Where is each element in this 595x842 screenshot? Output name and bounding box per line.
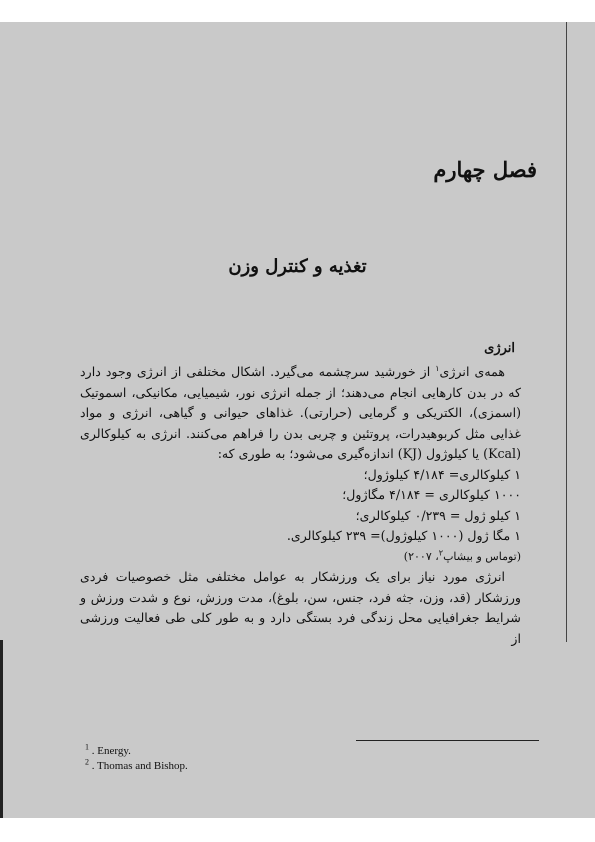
paragraph-1 — [80, 362, 521, 465]
equation-4: ۱ مگا ژول (۱۰۰۰ کیلوژول)= ۲۳۹ کیلوکالری. — [286, 528, 521, 543]
footnote-2-text: . Thomas and Bishop. — [91, 760, 188, 772]
section-heading: انرژی — [484, 341, 515, 356]
footnote-ref-2: ۲ — [438, 547, 444, 557]
chapter-heading: فصل چهارم — [433, 157, 537, 182]
footnote-ref-1: ۱ — [435, 363, 440, 373]
footnote-1-text: . Energy. — [91, 745, 131, 757]
footnote-2 — [85, 759, 188, 774]
footnote-1-number: 1 — [85, 742, 89, 752]
equation-2: ۱۰۰۰ کیلوکالری = ۴/۱۸۴ مگاژول؛ — [342, 487, 521, 502]
footnotes — [85, 744, 188, 774]
citation-authors: (توماس و بیشاپ — [443, 549, 521, 563]
body-text — [80, 362, 521, 649]
page-title: تغذیه و کنترل وزن — [228, 256, 367, 277]
page-edge-right — [566, 22, 567, 642]
paragraph-1-rest: از خورشید سرچشمه می‌گیرد. اشکال مختلفی از انرژی وجود دارد که در بدن کارهایی انجام می‌دهند؛ از جمله انرژی نور، شیمیایی، مکانیکی، اسموتیک (اسمزی)، الکتریکی و گرمایی (حرارتی). غذاهای حیوانی و گیاهی، انرژی و مواد غذایی مثل کربوهیدرات، پروتئین و چربی بدن را فراهم می‌کنند. انرژی به کیلوکالری (Kcal) یا کیلوژول (KJ) اندازه‌گیری می‌شود؛ به طوری که: — [80, 364, 521, 461]
equation-1: ۱ کیلوکالری= ۴/۱۸۴ کیلوژول؛ — [363, 466, 521, 482]
equation-3: ۱ کیلو ژول = ۰/۲۳۹ کیلوکالری؛ — [355, 507, 521, 523]
citation — [80, 547, 521, 568]
paragraph-1-start: همه‌ی انرژی — [439, 364, 505, 379]
footnote-2-number: 2 — [85, 757, 89, 767]
footnote-1 — [85, 744, 188, 759]
citation-year: ، ۲۰۰۷) — [403, 549, 439, 563]
footnote-separator — [356, 740, 539, 741]
paragraph-2: انرژی مورد نیاز برای یک ورزشکار به عوامل مختلفی مثل خصوصیات فردی ورزشکار (قد، وزن، جثه فرد، جنس، سن، بلوغ)، مدت ورزش، نوع و شدت ورزش و شرایط جغرافیایی محل زندگی فرد بستگی دارد و به طور کلی طی فعالیت ورزشی از — [80, 569, 521, 646]
page-edge-left — [0, 640, 3, 818]
